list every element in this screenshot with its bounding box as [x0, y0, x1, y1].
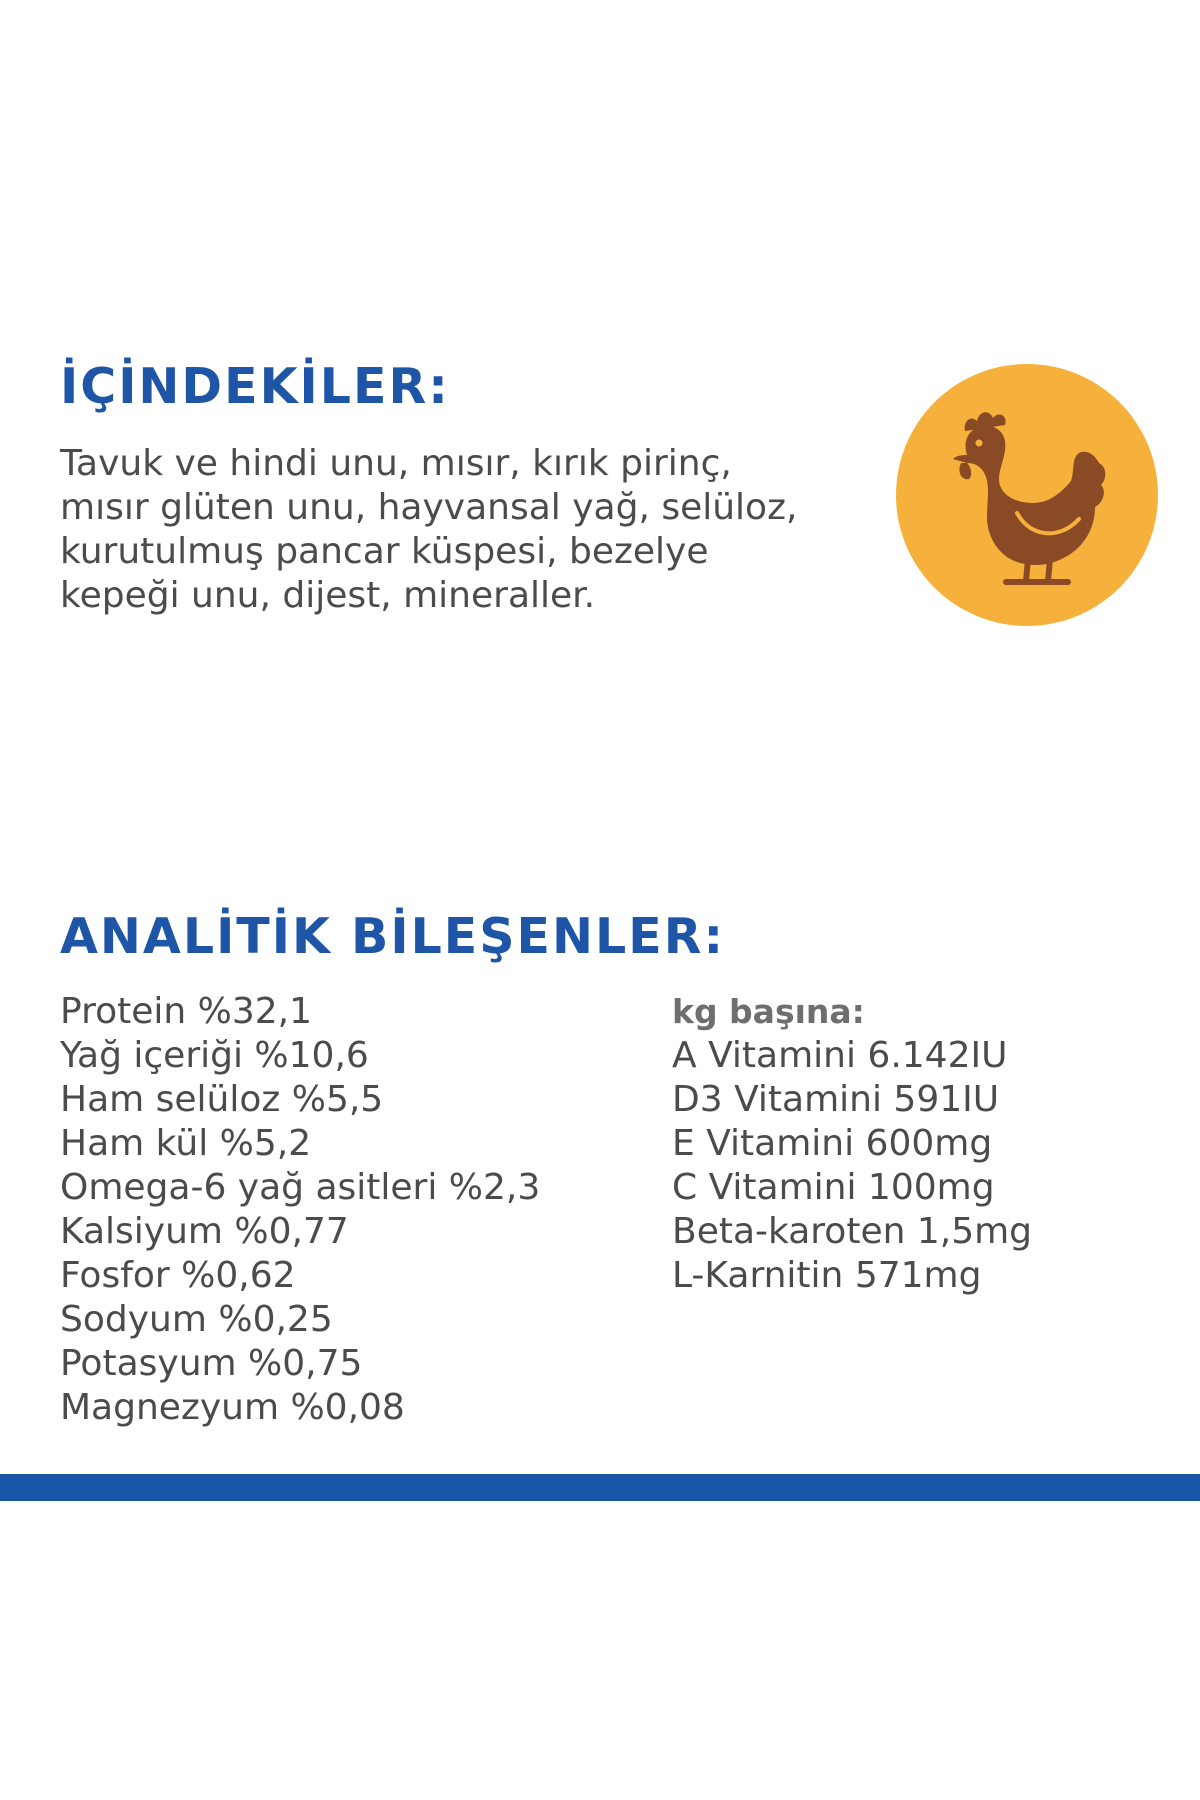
list-item: D3 Vitamini 591IU [672, 1079, 1000, 1120]
ingredients-line: kurutulmuş pancar küspesi, bezelye [60, 531, 709, 572]
list-item: Kalsiyum %0,77 [60, 1211, 349, 1252]
list-item: Ham selüloz %5,5 [60, 1079, 384, 1120]
per-kg-label: kg başına: [672, 992, 865, 1031]
chicken-icon [895, 363, 1159, 627]
list-item: L-Karnitin 571mg [672, 1255, 982, 1296]
badge-circle [896, 364, 1158, 626]
ingredients-line: kepeği unu, dijest, mineraller. [60, 575, 596, 616]
vitamins-list [672, 990, 1032, 1298]
ingredients-text [60, 442, 910, 618]
list-item: Sodyum %0,25 [60, 1299, 333, 1340]
analytic-components-list [60, 990, 540, 1430]
list-item: E Vitamini 600mg [672, 1123, 993, 1164]
footer-divider-bar [0, 1474, 1200, 1501]
list-item: Yağ içeriği %10,6 [60, 1035, 369, 1076]
ingredients-line: Tavuk ve hindi unu, mısır, kırık pirinç, [60, 443, 732, 484]
ingredients-line: mısır glüten unu, hayvansal yağ, selüloz, [60, 487, 798, 528]
list-item: Ham kül %5,2 [60, 1123, 312, 1164]
list-item: Protein %32,1 [60, 991, 312, 1032]
list-item: Magnezyum %0,08 [60, 1387, 405, 1428]
list-item: Potasyum %0,75 [60, 1343, 363, 1384]
chicken-eye [976, 440, 983, 447]
list-item: C Vitamini 100mg [672, 1167, 995, 1208]
ingredients-heading: İÇİNDEKİLER: [60, 358, 450, 415]
list-item: Beta-karoten 1,5mg [672, 1211, 1033, 1252]
analytics-heading: ANALİTİK BİLEŞENLER: [60, 908, 726, 965]
list-item: A Vitamini 6.142IU [672, 1035, 1008, 1076]
list-item: Fosfor %0,62 [60, 1255, 296, 1296]
list-item: Omega-6 yağ asitleri %2,3 [60, 1167, 541, 1208]
